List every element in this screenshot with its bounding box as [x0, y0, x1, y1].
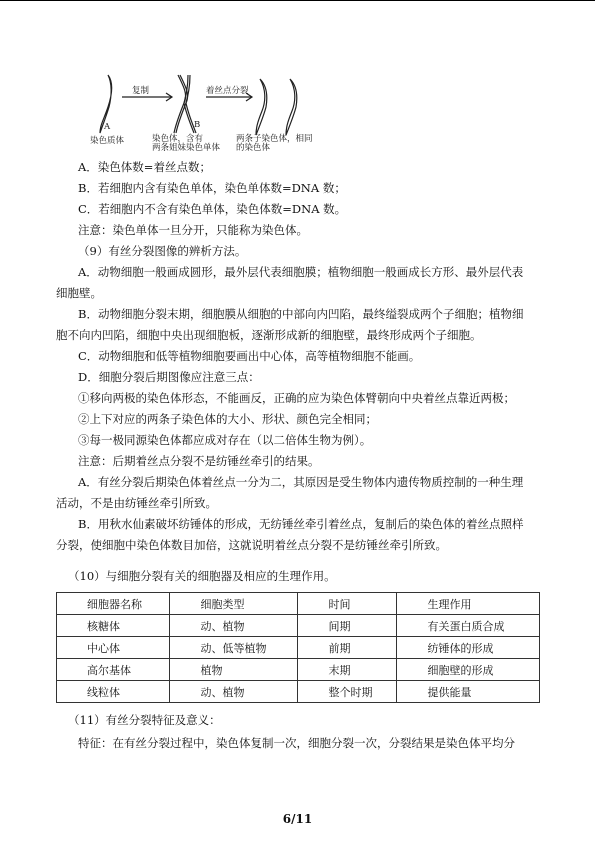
text-line: 注意：后期着丝点分裂不是纺锤丝牵引的结果。: [78, 454, 320, 468]
table-cell: 前期: [298, 637, 397, 659]
table-cell: 核糖体: [57, 615, 170, 637]
table-cell: 中心体: [57, 637, 170, 659]
text-line: 注意：染色单体一旦分开，只能称为染色体。: [78, 223, 308, 237]
text-line: D．细胞分裂后期图像应注意三点：: [78, 370, 260, 384]
table-cell: 动、低等植物: [170, 637, 298, 659]
organelle-table: [56, 592, 540, 703]
table-header-cell: 细胞类型: [170, 593, 298, 615]
table-cell: 有关蛋白质合成: [397, 615, 540, 637]
caption-sister-chromatids-line1: 染色体，含有: [152, 134, 204, 144]
section-heading: （11）有丝分裂特征及意义：: [68, 713, 221, 727]
text-line: ②上下对应的两条子染色体的大小、形状、颜色完全相同；: [78, 412, 377, 426]
table-row: [57, 637, 540, 659]
table-cell: 间期: [298, 615, 397, 637]
table-row: [57, 659, 540, 681]
table-row: [57, 681, 540, 703]
label-b: B: [194, 120, 201, 130]
text-line: C．若细胞内不含有染色单体，染色体数=DNA 数。: [78, 202, 347, 216]
text-line: 分裂，使细胞中染色体数目加倍，这就说明着丝点分裂不是纺锤丝牵引所致。: [56, 538, 447, 552]
text-line: B．动物细胞分裂末期，细胞膜从细胞的中部向内凹陷，最终缢裂成两个子细胞；植物细: [78, 307, 524, 321]
text-line: 胞不向内凹陷，细胞中央出现细胞板，逐渐形成新的细胞壁，最终形成两个子细胞。: [56, 328, 482, 342]
table-header-cell: 生理作用: [397, 593, 540, 615]
table-header-cell: 时间: [298, 593, 397, 615]
text-line: C．动物细胞和低等植物细胞要画出中心体，高等植物细胞不能画。: [78, 349, 421, 363]
table-cell: 植物: [170, 659, 298, 681]
table-header-row: [57, 593, 540, 615]
caption-daughter-chromosomes-line2: 的染色体: [236, 143, 271, 153]
table-cell: 整个时期: [298, 681, 397, 703]
text-line: ①移向两极的染色体形态，不能画反，正确的应为染色体臂朝向中央着丝点靠近两极；: [78, 391, 515, 405]
text-line: B．若细胞内含有染色单体，染色单体数=DNA 数；: [78, 181, 346, 195]
chromosome-diagram: [60, 65, 390, 157]
text-line: A．动物细胞一般画成圆形，最外层代表细胞膜；植物细胞一般画成长方形、最外层代表: [78, 265, 524, 279]
caption-daughter-chromosomes-line1: 两条子染色体，相同: [236, 134, 313, 144]
section-heading: （10）与细胞分裂有关的细胞器及相应的生理作用。: [68, 569, 336, 583]
table-cell: 末期: [298, 659, 397, 681]
label-a: A: [104, 122, 111, 132]
text-line: 细胞壁。: [56, 286, 102, 300]
text-line: A．染色体数=着丝点数；: [78, 160, 211, 174]
table-row: [57, 615, 540, 637]
table-cell: 动、植物: [170, 615, 298, 637]
table-header-cell: 细胞器名称: [57, 593, 170, 615]
section-heading: （9）有丝分裂图像的辨析方法。: [78, 244, 247, 258]
text-line: A．有丝分裂后期染色体着丝点一分为二，其原因是受生物体内遗传物质控制的一种生理: [78, 475, 524, 489]
table-cell: 高尔基体: [57, 659, 170, 681]
table-cell: 提供能量: [397, 681, 540, 703]
table-cell: 纺锤体的形成: [397, 637, 540, 659]
page-number: 6/11: [282, 812, 313, 826]
page-top-border: [0, 0, 595, 1]
text-line: B．用秋水仙素破坏纺锤体的形成，无纺锤丝牵引着丝点，复制后的染色体的着丝点照样: [78, 517, 524, 531]
arrow-label-centromere-split: 着丝点分裂: [206, 86, 249, 96]
table-cell: 细胞壁的形成: [397, 659, 540, 681]
caption-sister-chromatids-line2: 两条姐妹染色单体: [152, 143, 221, 153]
text-line: 活动，不是由纺锤丝牵引所致。: [56, 496, 217, 510]
text-line: ③每一极同源染色体都应成对存在（以二倍体生物为例）。: [78, 433, 372, 447]
arrow-label-replication: 复制: [132, 86, 150, 96]
text-line: 特征：在有丝分裂过程中，染色体复制一次，细胞分裂一次，分裂结果是染色体平均分: [78, 736, 515, 750]
table-cell: 动、植物: [170, 681, 298, 703]
table-cell: 线粒体: [57, 681, 170, 703]
caption-chromatin: 染色质体: [90, 136, 125, 146]
